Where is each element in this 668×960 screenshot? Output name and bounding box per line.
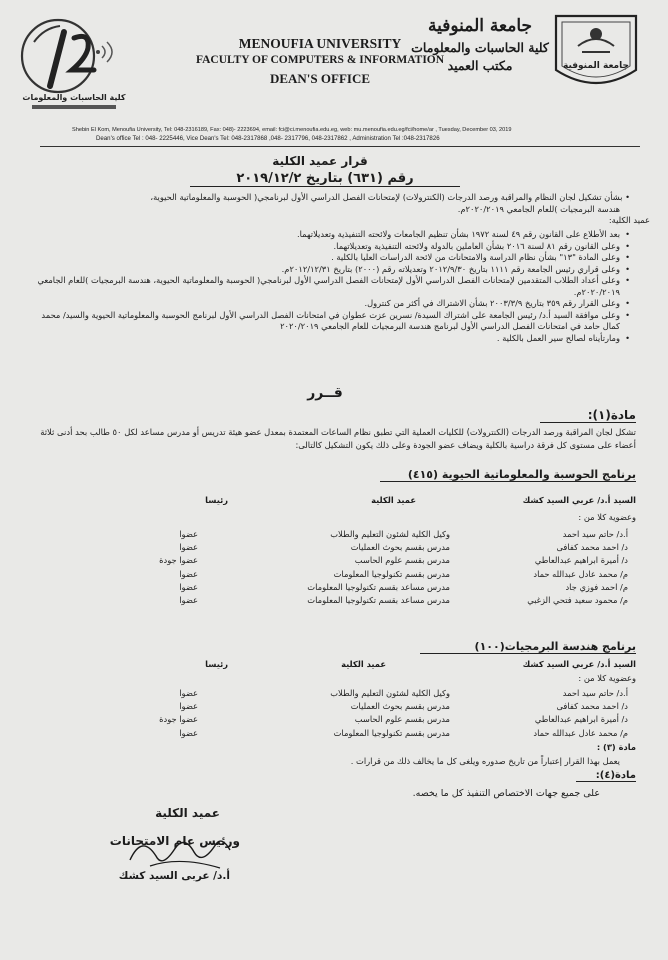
member-position: مدرس مساعد بقسم تكنولوجيا المعلومات	[307, 581, 450, 592]
member-row	[140, 700, 628, 713]
member-name: أ.د/ حاتم سيد احمد	[562, 688, 628, 698]
member-name: أ.د/ حاتم سيد احمد	[562, 529, 628, 539]
member-name: م/ محمود سعيد فتحي الزغبي	[527, 594, 628, 605]
member-row	[140, 581, 628, 594]
member-row	[140, 713, 628, 726]
university-seal	[548, 10, 644, 92]
faculty-logo	[14, 12, 138, 120]
article-1-label: مادة(١):	[540, 408, 636, 423]
member-position: مدرس بقسم تكنولوجيا المعلومات	[333, 568, 450, 579]
contact-line-1: Shebin El Kom, Menoufia University, Tel: 048-2316189, Fax: 048)- 2223694, email: fci@ci.menoufia.edu.eg, web: mu.menoufia.edu.eg/fci/home/ar , Tuesday, December 03, 2019	[72, 127, 512, 133]
consideration-item: • وعلى القرار رقم ٣٥٩ بتاريخ ٢٠٠٣/٣/٩ بشأن الاشتراك في أكثر من كنترول.	[30, 298, 630, 310]
header-divider	[40, 146, 640, 147]
member-row	[140, 687, 628, 700]
signature-name: أ.د/ عربى السيد كشك	[118, 870, 230, 882]
head-name: السيد أ.د/ عربي السيد كشك	[522, 495, 636, 505]
preamble-line-2: هندسة البرمجيات )للعام الجامعي ٢٠٢٠/٢٠١٩م.	[457, 204, 620, 214]
article-1-text: تشكل لجان المراقبة ورصد الدرجات (الكنترولات) للكليات العملية التي تطبق نظام الساعات المعتمدة بمعدل عضو هيئة تدريس أو مدرس مساعد لكل ٥٠ طالب بحد أدنى ثلاثة أعضاء على مستوى كل فرقة دراسية بالكلية ويضاف عضو الجودة وعلى ذلك يكون التشكيل كالتالى:	[40, 427, 636, 450]
university-name-ar: جامعة المنوفية	[427, 16, 533, 36]
member-name: د/ احمد محمد كفافى	[556, 542, 628, 553]
member-role: عضوا	[179, 568, 198, 579]
head-name: السيد أ.د/ عربي السيد كشك	[522, 659, 636, 669]
program-2-title: برنامج هندسة البرمجيات(١٠٠)	[420, 640, 636, 654]
logo-caption: كلية الحاسبات والمعلومات	[22, 93, 126, 102]
member-row	[140, 528, 628, 541]
article-2-label: مادة (٣) :	[596, 742, 636, 752]
signature-subtitle: ورئيس عام الامتحانات	[109, 834, 240, 848]
member-row	[140, 727, 628, 740]
member-row	[140, 568, 628, 581]
decided-heading: قــرر	[307, 385, 343, 401]
member-role: عضوا جودة	[159, 555, 198, 566]
article-2-text: يعمل بهذا القرار إعتباراً من تاريخ صدوره ويلغى كل ما يخالف ذلك من قرارات .	[350, 756, 620, 766]
consideration-item: • بعد الأطلاع على القانون رقم ٤٩ لسنة ١٩٧٢ بشأن تنظيم الجامعات ولائحته التنفيذية وتعديلاتهما.	[30, 229, 630, 241]
contact-line-2: Dean's office Tel : 048- 2225446, Vice Dean's Tel: 048-2317868 ,048- 2317796, 048-2317862 , Administration Tel :048-2317826	[96, 135, 440, 142]
head-role: رئيسا	[205, 659, 228, 669]
member-position: وكيل الكلية لشئون التعليم والطلاب	[330, 529, 450, 539]
member-name: د/ أميرة ابراهيم عبدالعاطي	[534, 714, 628, 725]
office-name-en: DEAN'S OFFICE	[269, 71, 371, 86]
member-position: وكيل الكلية لشئون التعليم والطلاب	[330, 688, 450, 698]
consideration-item: • ومارتأيناه لصالح سير العمل بالكلية .	[30, 333, 630, 345]
program-1-members-label: وعضوية كلا من :	[578, 512, 636, 522]
member-row	[140, 541, 628, 554]
member-role: عضوا	[179, 688, 198, 698]
member-name: م/ محمد عادل عبدالله حماد	[533, 568, 628, 579]
member-name: م/ محمد عادل عبدالله حماد	[533, 727, 628, 738]
consideration-item: • وعلى قراري رئيس الجامعة رقم ١١١١ بتاريخ ٢٠١٢/٩/٣٠ وتعديلاته رقم (٢٠٠٠) بتاريخ ٢٠١٢/١٢/٣١م.	[30, 264, 630, 276]
considerations-list	[30, 229, 630, 344]
program-1-head-row	[140, 494, 636, 507]
member-position: مدرس بقسم علوم الحاسب	[354, 555, 450, 566]
faculty-name-ar: كلية الحاسبات والمعلومات	[411, 40, 549, 55]
program-2-members-table	[140, 687, 628, 740]
decree-number: رقم (٦٣١) بتاريخ ٢٠١٩/١٢/٢	[190, 171, 460, 187]
member-name: م/ احمد فوزي جاد	[565, 581, 628, 592]
member-role: عضوا	[179, 594, 198, 605]
member-name: د/ أميرة ابراهيم عبدالعاطي	[534, 555, 628, 566]
member-row	[140, 594, 628, 607]
consideration-item: • وعلى المادة "١٣" بشأن نظام الدراسة والامتحانات من لائحة الدراسات العليا بالكلية .	[30, 252, 630, 264]
article-3-label: مادة(٤):	[576, 770, 636, 782]
signature-title: عميد الكلية	[155, 806, 220, 820]
consideration-item: • وعلى القانون رقم ٨١ لسنة ٢٠١٦ بشأن العاملين بالدولة ولائحته التنفيذية وتعديلاتهما.	[30, 241, 630, 253]
member-position: مدرس مساعد بقسم تكنولوجيا المعلومات	[307, 594, 450, 605]
article-3-text: على جميع جهات الاختصاص التنفيذ كل ما يخصه.	[412, 788, 600, 799]
preamble-text: بشأن تشكيل لجان النظام والمراقبة ورصد الدرجات (الكنترولات) لإمتحانات الفصل الدراسي الأول لبرنامجي( الحوسبة والمعلوماتية الحيوية،	[150, 192, 623, 202]
consideration-item: • وعلى أعداد الطلاب المتقدمين لإمتحانات الفصل الدراسي الأول لإمتحانات الفصل الدراسي الأول لبرنامجي( الحوسبة والمعلوماتية الحيوية، هندسة البرمجيات )للعام الجامعي ٢٠٢٠/٢٠١٩م.	[30, 275, 630, 298]
university-name-en: MENOUFIA UNIVERSITY	[238, 36, 402, 51]
program-1-members-table	[140, 528, 628, 607]
dean-label: عميد الكلية:	[608, 215, 650, 225]
member-role: عضوا	[179, 542, 198, 553]
member-position: مدرس بقسم بحوث العمليات	[350, 701, 450, 712]
office-name-ar: مكتب العميد	[447, 58, 513, 73]
member-row	[140, 554, 628, 567]
head-role: رئيسا	[205, 495, 228, 505]
seal-caption: جامعة المنوفية	[563, 61, 629, 71]
member-position: مدرس بقسم تكنولوجيا المعلومات	[333, 727, 450, 738]
program-2-head-row	[140, 658, 636, 671]
member-position: مدرس بقسم بحوث العمليات	[350, 542, 450, 553]
member-role: عضوا	[179, 727, 198, 738]
consideration-item: • وعلى موافقة السيد أ.د/ رئيس الجامعة على اشتراك السيدة/ نسرين عزت عطوان في امتحانات الفصل الدراسي الأول لبرنامج الحوسبة والمعلوماتية الحيوية والسيد/ محمد كمال حامد في امتحانات الفصل الدراسي الأول لبرنامج هندسة البرمجيات للعام الجامعي ٢٠٢٠/٢٠١٩	[30, 310, 630, 333]
program-2-members-label: وعضوية كلا من :	[578, 673, 636, 683]
preamble-line-1	[30, 192, 630, 204]
head-position: عميد الكلية	[371, 495, 416, 505]
head-position: عميد الكلية	[341, 659, 386, 669]
decree-title: قرار عميد الكلية	[272, 154, 368, 168]
program-1-title: برنامج الحوسبة والمعلوماتية الحيوية (٤١٥)	[380, 468, 636, 482]
bullet-icon: •	[622, 192, 630, 202]
member-role: عضوا جودة	[159, 714, 198, 725]
member-name: د/ احمد محمد كفافى	[556, 701, 628, 712]
member-role: عضوا	[179, 581, 198, 592]
member-role: عضوا	[179, 701, 198, 712]
member-role: عضوا	[179, 529, 198, 539]
member-position: مدرس بقسم علوم الحاسب	[354, 714, 450, 725]
faculty-name-en: FACULTY OF COMPUTERS & INFORMATION	[195, 54, 445, 66]
